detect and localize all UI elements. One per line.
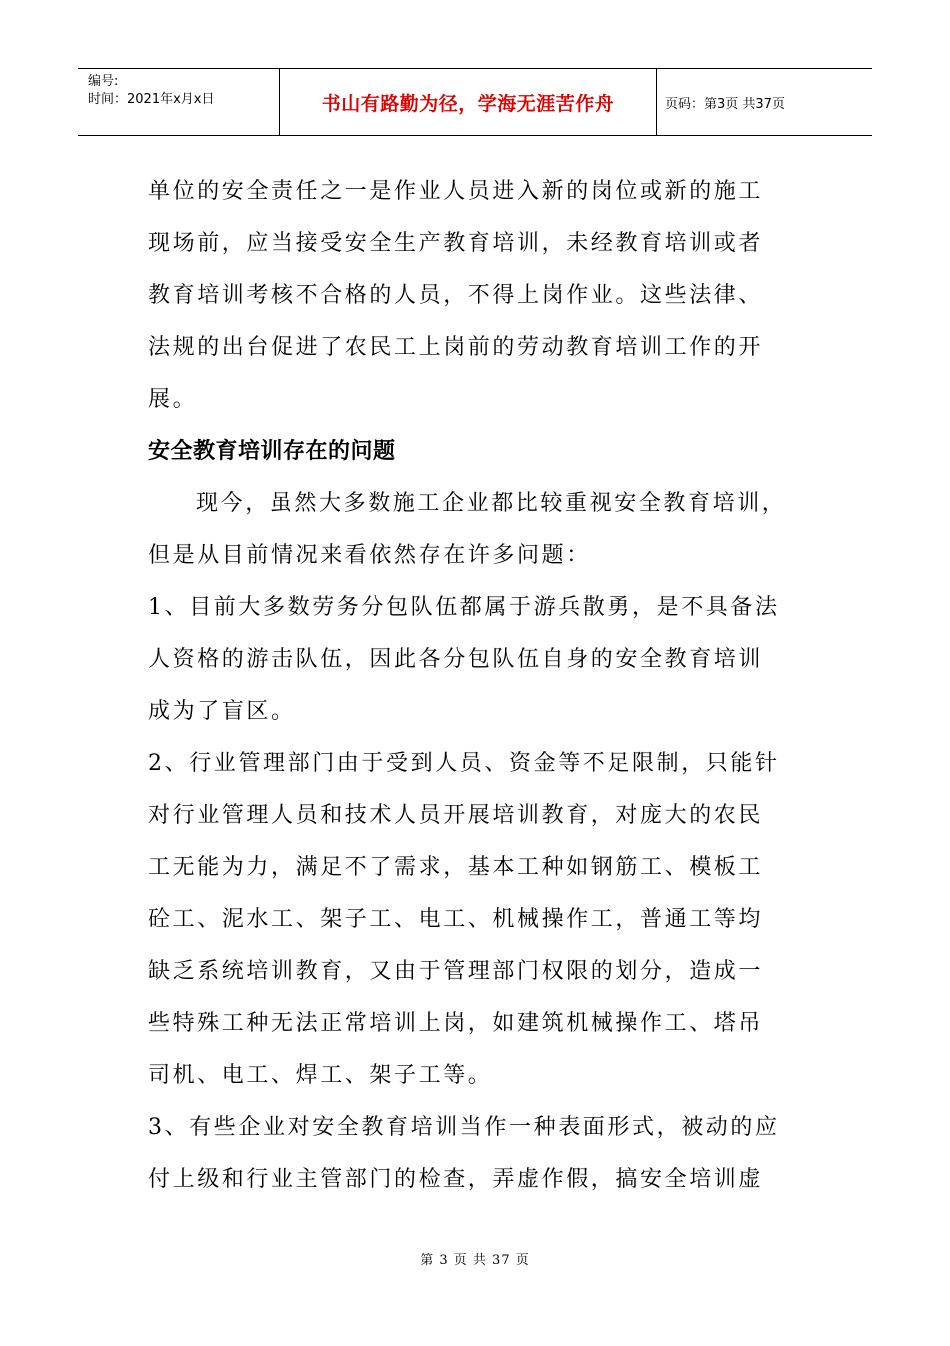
list-item-line: 工无能为力，满足不了需求，基本工种如钢筋工、模板工 — [148, 855, 764, 880]
list-item-line: 缺乏系统培训教育，又由于管理部门权限的划分，造成一 — [148, 959, 764, 984]
list-item-line: 1、目前大多数劳务分包队伍都属于游兵散勇，是不具备法 — [148, 595, 780, 620]
list-item-line: 砼工、泥水工、架子工、电工、机械操作工，普通工等均 — [148, 907, 764, 932]
list-item-line: 些特殊工种无法正常培训上岗，如建筑机械操作工、塔吊 — [148, 1011, 764, 1036]
body-line: 法规的出台促进了农民工上岗前的劳动教育培训工作的开 — [148, 335, 764, 360]
doc-number-label: 编号: — [88, 74, 119, 89]
list-item-line: 对行业管理人员和技术人员开展培训教育，对庞大的农民 — [148, 803, 764, 828]
header-motto-cell — [280, 69, 657, 135]
body-line: 现场前，应当接受安全生产教育培训，未经教育培训或者 — [148, 231, 764, 256]
header-page-info: 页码：第3页 共37页 — [665, 96, 785, 112]
section-heading: 安全教育培训存在的问题 — [148, 439, 396, 464]
body-line: 教育培训考核不合格的人员，不得上岗作业。这些法律、 — [148, 283, 764, 308]
list-item-line: 人资格的游击队伍，因此各分包队伍自身的安全教育培训 — [148, 647, 764, 672]
header-motto: 书山有路勤为径，学海无涯苦作舟 — [321, 92, 615, 115]
body-line: 但是从目前情况来看依然存在许多问题： — [148, 543, 591, 568]
list-item-line: 3、有些企业对安全教育培训当作一种表面形式，被动的应 — [148, 1115, 780, 1140]
body-line: 展。 — [148, 387, 198, 412]
page-header — [78, 68, 872, 136]
body-line: 现今，虽然大多数施工企业都比较重视安全教育培训， — [196, 491, 787, 516]
list-item-line: 成为了盲区。 — [148, 699, 296, 724]
doc-time-label: 时间：2021年x月x日 — [88, 92, 215, 107]
document-body — [148, 166, 818, 1206]
header-meta — [78, 69, 280, 135]
page-footer: 第 3 页 共 37 页 — [420, 1253, 530, 1268]
list-item-line: 司机、电工、焊工、架子工等。 — [148, 1063, 493, 1088]
body-line: 单位的安全责任之一是作业人员进入新的岗位或新的施工 — [148, 179, 764, 204]
list-item-line: 付上级和行业主管部门的检查，弄虚作假，搞安全培训虚 — [148, 1167, 764, 1192]
list-item-line: 2、行业管理部门由于受到人员、资金等不足限制，只能针 — [148, 751, 780, 776]
